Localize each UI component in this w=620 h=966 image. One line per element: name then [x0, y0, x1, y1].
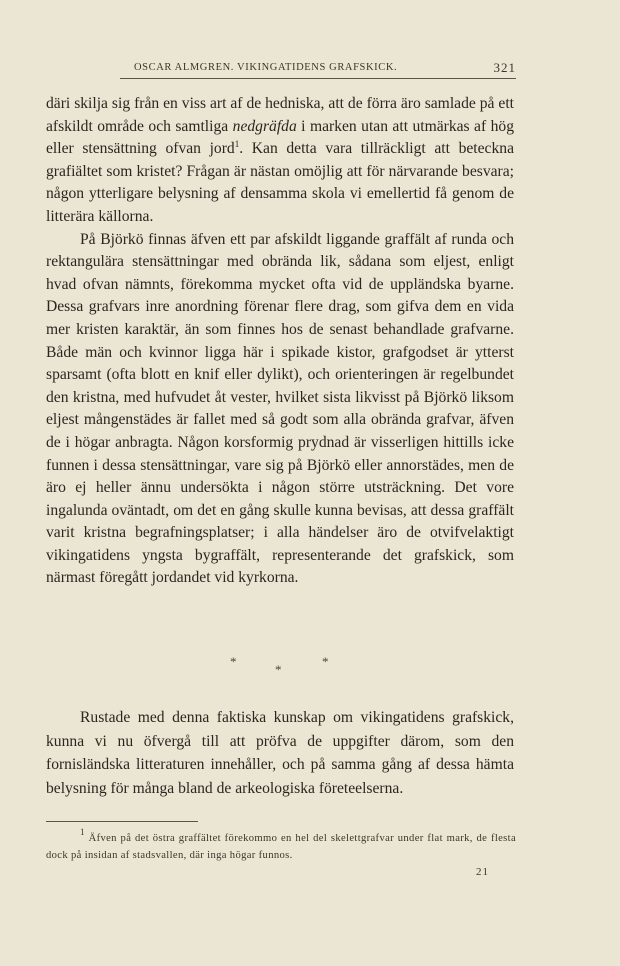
star-left: * — [230, 654, 237, 669]
paragraph-2: På Björkö finnas äfven ett par afskildt liggande graffält af runda och rektangulära stensättningar med obrända lik, sådana som eljest, enligt hvad ofvan nämnts, förekomma mycket ofta vid de uppländska byarne. Dessa grafvars inre anordning förenar flere drag, som gifva dem en vida mer kristen karaktär, än som finnes hos de senast behandlade grafvarne. Både män och kvinnor ligga här i spikade kistor, grafgodset är ytterst sparsamt (ofta blott en knif eller dylikt), och orienteringen är regelbundet den kristna, med hufvudet åt vester, hvilket sista likvisst på Björkö liksom eljest mångenstädes är fallet med så godt som alla obrända grafvar, äfven de i högar anbragta. Någon korsformig prydnad är visserligen hittills icke funnen i dessa stensättningar, vare sig på Björkö eller annorstädes, men de äro ej heller ännu undersökta i någon större utsträckning. Det vore ingalunda oväntadt, om det en gång skulle kunna bevisas, att dessa graffält varit kristna begrafningsplatser; i alla händelser äro de otvifvelaktigt vikingatidens yngsta bygraffält, representerande det grafskick, som närmast föregått jordandet vid kyrkorna. — [46, 230, 514, 587]
star-right: * — [322, 654, 329, 669]
italic-word: nedgräfda — [232, 117, 297, 135]
footnote-rule — [46, 821, 198, 822]
section-break — [0, 650, 620, 680]
star-middle: * — [275, 662, 282, 677]
footnote-mark: 1 — [80, 827, 85, 837]
footnote — [46, 827, 516, 864]
main-text — [46, 93, 514, 590]
signature-mark: 21 — [476, 866, 489, 878]
running-title: OSCAR ALMGREN. VIKINGATIDENS GRAFSKICK. — [134, 62, 398, 73]
paragraph-3: Rustade med denna faktiska kunskap om vikingatidens grafskick, kunna vi nu öfvergå till att pröfva de uppgifter därom, som den fornisländska litteraturen innehåller, och på samma gång af dessa hämta belysning för många bland de arkeologiska företeelserna. — [46, 709, 514, 797]
header-rule — [120, 78, 516, 79]
page-number: 321 — [493, 60, 516, 75]
main-text-2 — [46, 706, 514, 800]
footnote-ref: 1 — [234, 139, 240, 150]
paragraph-1: däri skilja sig från en viss art af de hedniska, att de förra äro samlade på ett afskildt område och samtliga nedgräfda i marken utan att utmärkas af hög eller stensättning ofvan jord$^1$. Kan detta vara tillräckligt att beteckna grafiältet som kristet? Frågan är nästan omöjlig att för närvarande besvara; någon ytterligare belysning af densamma skola vi emellertid få genom de litterära källorna. — [46, 95, 514, 225]
footnote-text: Äfven på det östra graffältet förekommo en hel del skelettgrafvar under flat mark, de flesta dock på insidan af stadsvallen, där inga högar funnos. — [46, 833, 516, 861]
